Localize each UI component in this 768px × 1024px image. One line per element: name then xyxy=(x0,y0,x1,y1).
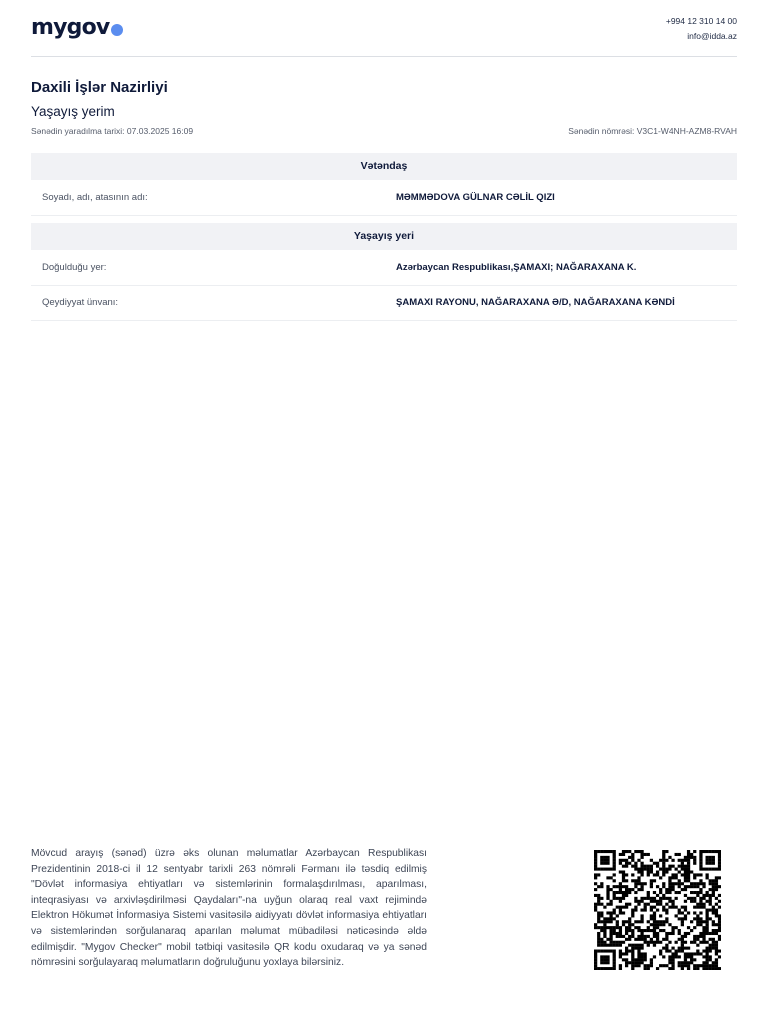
legal-disclaimer: Mövcud arayış (sənəd) üzrə əks olunan məlumatlar Azərbaycan Respublikası Prezidentinin 2018-ci il 12 sentyabr tarixli 263 nömrəli Fərmanı ilə təsdiq edilmiş "Dövlət informasiya ehtiyatları və sistemlərinin formalaşdırılması, aparılması, inteqrasiyası və arxivləşdirilməsi Qaydaları"-na uyğun olaraq real vaxt rejimində Elektron Hökumət İnformasiya Sistemi vasitəsilə aidiyyatı dövlət informasiya ehtiyatları və sistemlərindən sorğulanaraq aparılan məlumat mübadiləsi nəticəsində əldə edilmişdir. "Mygov Checker" mobil tətbiqi vasitəsilə QR kodu oxudaraq və ya sənəd nömrəsini sorğulayaraq məlumatların doğruluğunu yoxlaya bilərsiniz. xyxy=(31,848,427,969)
section-heading-residence: Yaşayış yeri xyxy=(31,223,737,250)
section-heading-citizen: Vətəndaş xyxy=(31,153,737,180)
mygov-logo[interactable] xyxy=(31,14,123,42)
row-value-fullname: MƏMMƏDOVA GÜLNAR CƏLİL QIZI xyxy=(396,192,555,203)
row-label-fullname: Soyadı, adı, atasının adı: xyxy=(42,192,148,203)
table-row xyxy=(31,251,737,286)
contact-phone[interactable]: +994 12 310 14 00 xyxy=(665,16,737,26)
document-number: Sənədin nömrəsi: V3C1-W4NH-AZM8-RVAH xyxy=(568,126,737,136)
qr-code-icon xyxy=(594,850,721,970)
table-row xyxy=(31,286,737,321)
row-value-registration-address: ŞAMAXI RAYONU, NAĞARAXANA Ə/D, NAĞARAXANA KƏNDİ xyxy=(396,297,675,308)
issuer-title: Daxili İşlər Nazirliyi xyxy=(31,79,168,96)
contact-email[interactable]: info@idda.az xyxy=(687,31,737,41)
contact-info xyxy=(666,14,737,44)
logo-dot-icon xyxy=(111,24,123,36)
row-value-birthplace: Azərbaycan Respublikası,ŞAMAXI; NAĞARAXANA K. xyxy=(396,262,637,273)
row-label-registration-address: Qeydiyyat ünvanı: xyxy=(42,297,119,308)
logo-wordmark: mygov xyxy=(31,15,110,40)
document-created-date: Sənədin yaradılma tarixi: 07.03.2025 16:09 xyxy=(31,126,194,136)
row-label-birthplace: Doğulduğu yer: xyxy=(42,262,107,273)
table-row xyxy=(31,181,737,216)
page-header xyxy=(31,14,737,57)
document-title: Yaşayış yerim xyxy=(31,104,115,119)
